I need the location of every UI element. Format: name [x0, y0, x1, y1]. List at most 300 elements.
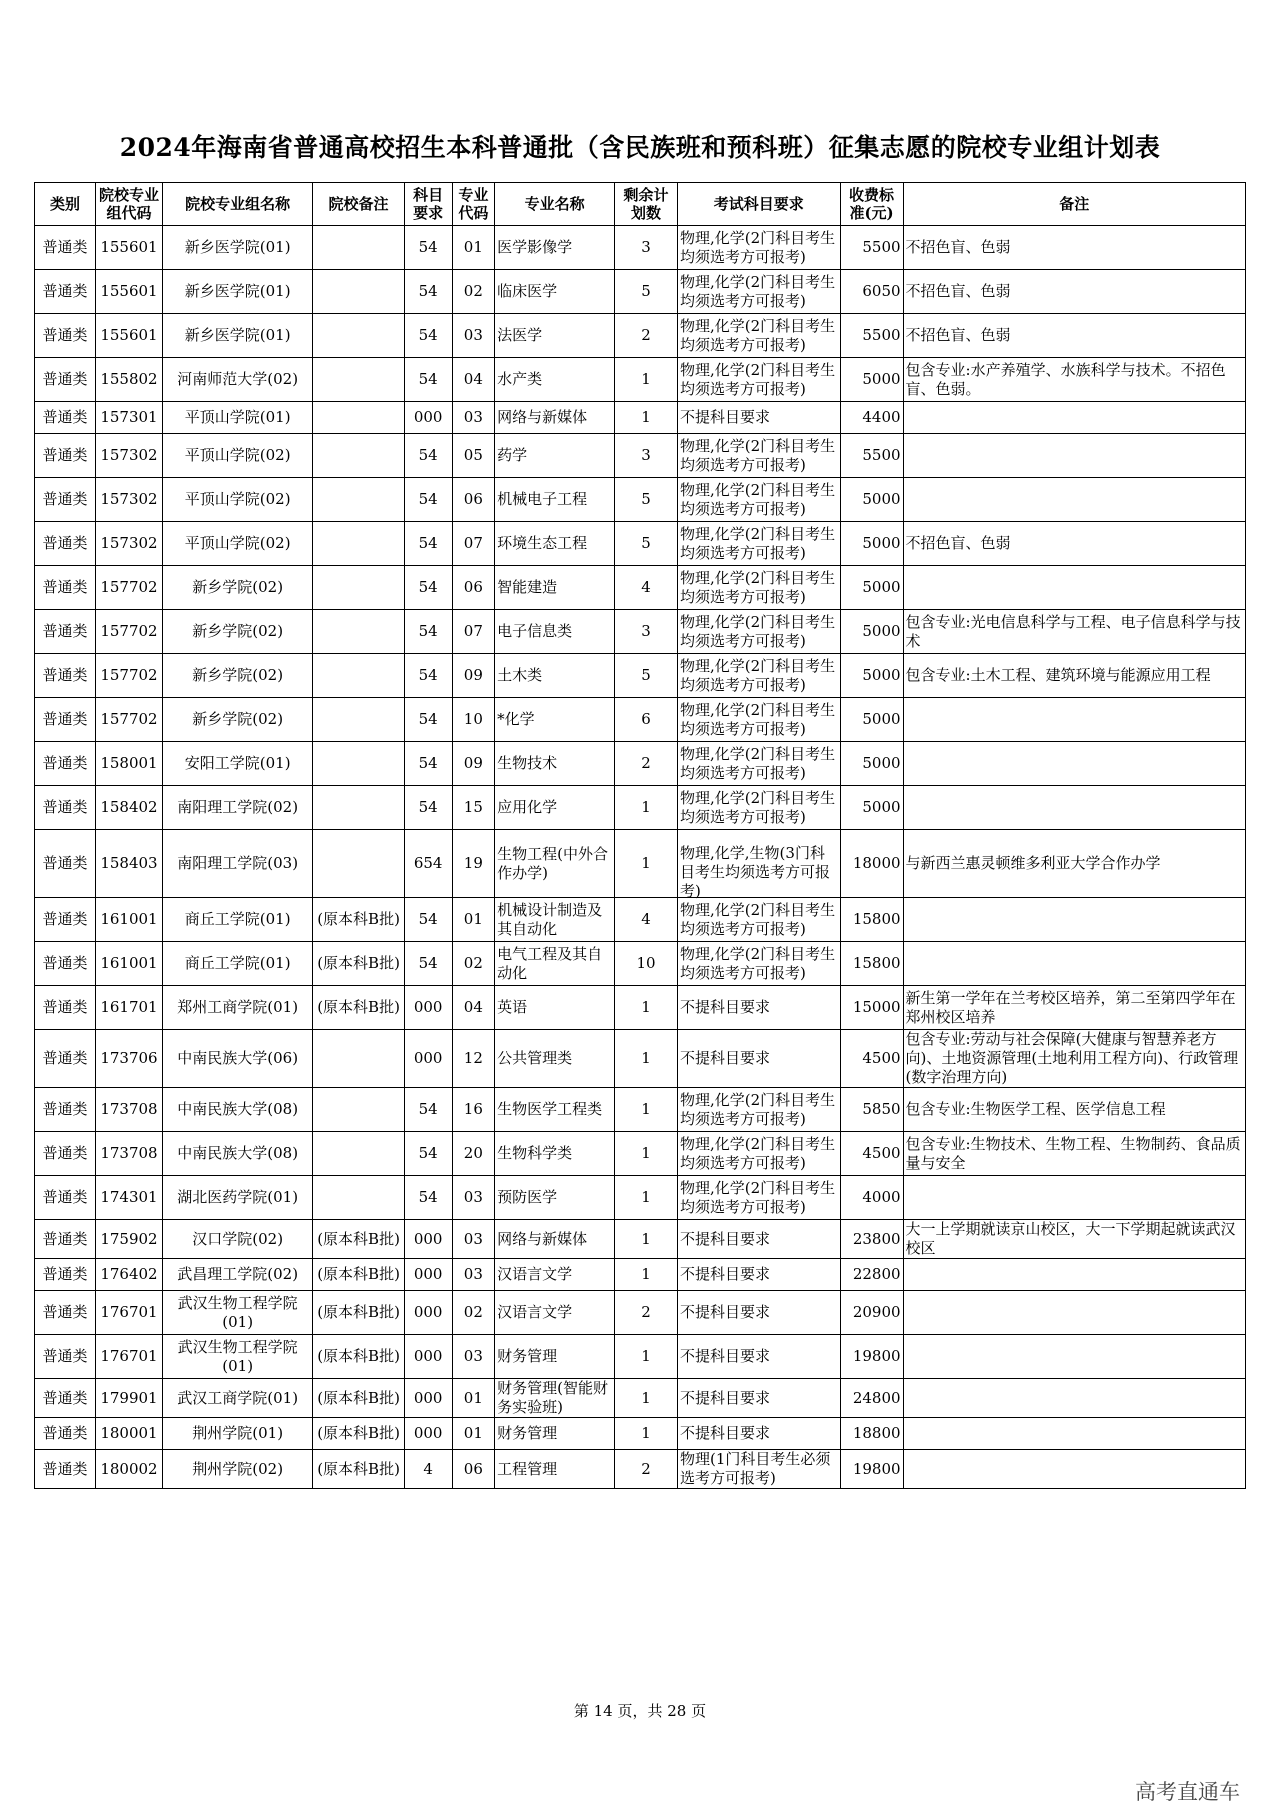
cell-fee: 4400 — [840, 402, 903, 434]
cell-req — [678, 566, 841, 610]
cell-cat: 普通类 — [35, 1291, 96, 1335]
col-header: 院校备注 — [313, 183, 404, 226]
cell-major: 生物工程(中外合作办学) — [495, 830, 615, 898]
cell-note — [903, 1418, 1245, 1450]
cell-fee: 18800 — [840, 1418, 903, 1450]
req-text: 物理,化学(2门科目考生均须选考方可报考) — [680, 788, 836, 826]
col-header: 备注 — [903, 183, 1245, 226]
cell-req — [678, 610, 841, 654]
cell-fee: 5500 — [840, 314, 903, 358]
cell-remain: 1 — [615, 986, 678, 1030]
cell-cat: 普通类 — [35, 1259, 96, 1291]
cell-name: 荆州学院(01) — [163, 1418, 313, 1450]
cell-remark — [313, 654, 404, 698]
cell-req — [678, 698, 841, 742]
watermark: 高考直通车 — [1135, 1780, 1240, 1804]
cell-code: 157702 — [95, 654, 162, 698]
req-text: 不提科目要求 — [680, 1229, 771, 1248]
cell-note: 不招色盲、色弱 — [903, 226, 1245, 270]
table-row — [35, 358, 1246, 402]
cell-req — [678, 1132, 841, 1176]
col-header: 收费标准(元) — [840, 183, 903, 226]
req-text: 不提科目要求 — [680, 1265, 771, 1283]
table-row — [35, 1030, 1246, 1088]
cell-subj: 54 — [404, 1132, 452, 1176]
cell-req — [678, 1220, 841, 1259]
cell-mcode: 01 — [452, 898, 495, 942]
cell-subj: 000 — [404, 1220, 452, 1259]
cell-name: 平顶山学院(02) — [163, 434, 313, 478]
cell-note: 包含专业:生物医学工程、医学信息工程 — [903, 1088, 1245, 1132]
header-row — [35, 183, 1246, 226]
cell-code: 155802 — [95, 358, 162, 402]
cell-cat: 普通类 — [35, 358, 96, 402]
cell-code: 161701 — [95, 986, 162, 1030]
table-row — [35, 942, 1246, 986]
req-text: 物理,化学(2门科目考生均须选考方可报考) — [680, 900, 836, 938]
req-text: 物理,化学(2门科目考生均须选考方可报考) — [680, 228, 836, 266]
col-header: 类别 — [35, 183, 96, 226]
req-text: 物理,化学(2门科目考生均须选考方可报考) — [680, 612, 836, 650]
cell-subj: 54 — [404, 270, 452, 314]
cell-major: 法医学 — [495, 314, 615, 358]
table-row — [35, 1418, 1246, 1450]
cell-name: 平顶山学院(02) — [163, 522, 313, 566]
cell-remain: 1 — [615, 1335, 678, 1379]
cell-mcode: 02 — [452, 270, 495, 314]
table-row — [35, 226, 1246, 270]
cell-fee: 4500 — [840, 1132, 903, 1176]
cell-remain: 10 — [615, 942, 678, 986]
req-text: 不提科目要求 — [680, 998, 771, 1016]
cell-major: 电子信息类 — [495, 610, 615, 654]
cell-cat: 普通类 — [35, 1418, 96, 1450]
table-row — [35, 1450, 1246, 1489]
cell-note: 不招色盲、色弱 — [903, 522, 1245, 566]
cell-remark: (原本科B批) — [313, 1291, 404, 1335]
cell-major: 电气工程及其自动化 — [495, 942, 615, 986]
cell-remark — [313, 742, 404, 786]
cell-req — [678, 1418, 841, 1450]
cell-note: 包含专业:水产养殖学、水族科学与技术。不招色盲、色弱。 — [903, 358, 1245, 402]
cell-major: 医学影像学 — [495, 226, 615, 270]
cell-mcode: 20 — [452, 1132, 495, 1176]
cell-name: 中南民族大学(08) — [163, 1132, 313, 1176]
table-row — [35, 1176, 1246, 1220]
cell-name: 商丘工学院(01) — [163, 942, 313, 986]
col-header: 专业名称 — [495, 183, 615, 226]
cell-name: 湖北医药学院(01) — [163, 1176, 313, 1220]
cell-remark — [313, 270, 404, 314]
cell-code: 157702 — [95, 610, 162, 654]
cell-subj: 000 — [404, 1418, 452, 1450]
cell-note: 包含专业:劳动与社会保障(大健康与智慧养老方向)、土地资源管理(土地利用工程方向)、行政管理(数字治理方向) — [903, 1030, 1245, 1088]
cell-cat: 普通类 — [35, 226, 96, 270]
table-row — [35, 1220, 1246, 1259]
table-row — [35, 478, 1246, 522]
cell-remark — [313, 830, 404, 898]
cell-fee: 19800 — [840, 1450, 903, 1489]
table-row — [35, 1291, 1246, 1335]
cell-name: 武昌理工学院(02) — [163, 1259, 313, 1291]
req-text: 物理(1门科目考生必须选考方可报考) — [680, 1450, 831, 1487]
cell-name: 中南民族大学(06) — [163, 1030, 313, 1088]
cell-code: 173706 — [95, 1030, 162, 1088]
cell-cat: 普通类 — [35, 610, 96, 654]
cell-code: 173708 — [95, 1088, 162, 1132]
cell-cat: 普通类 — [35, 830, 96, 898]
cell-major: 英语 — [495, 986, 615, 1030]
cell-note: 与新西兰惠灵顿维多利亚大学合作办学 — [903, 830, 1245, 898]
cell-fee: 5000 — [840, 786, 903, 830]
cell-major: 预防医学 — [495, 1176, 615, 1220]
cell-note — [903, 742, 1245, 786]
cell-note — [903, 898, 1245, 942]
cell-code: 176402 — [95, 1259, 162, 1291]
cell-mcode: 06 — [452, 1450, 495, 1489]
cell-req — [678, 1450, 841, 1489]
table-row — [35, 1335, 1246, 1379]
cell-subj: 000 — [404, 1379, 452, 1418]
cell-name: 武汉生物工程学院(01) — [163, 1291, 313, 1335]
cell-subj: 654 — [404, 830, 452, 898]
cell-remain: 2 — [615, 1450, 678, 1489]
table-row — [35, 1088, 1246, 1132]
cell-mcode: 04 — [452, 358, 495, 402]
cell-cat: 普通类 — [35, 1088, 96, 1132]
cell-fee: 15800 — [840, 942, 903, 986]
cell-cat: 普通类 — [35, 270, 96, 314]
cell-code: 175902 — [95, 1220, 162, 1259]
req-text: 物理,化学(2门科目考生均须选考方可报考) — [680, 480, 836, 518]
req-text: 物理,化学(2门科目考生均须选考方可报考) — [680, 568, 836, 606]
cell-fee: 23800 — [840, 1220, 903, 1259]
table-row — [35, 898, 1246, 942]
cell-name: 新乡学院(02) — [163, 654, 313, 698]
cell-subj: 54 — [404, 522, 452, 566]
cell-fee: 6050 — [840, 270, 903, 314]
cell-mcode: 07 — [452, 610, 495, 654]
cell-cat: 普通类 — [35, 1450, 96, 1489]
cell-note — [903, 1379, 1245, 1418]
cell-remain: 2 — [615, 742, 678, 786]
col-header: 剩余计划数 — [615, 183, 678, 226]
cell-subj: 000 — [404, 1291, 452, 1335]
cell-code: 180001 — [95, 1418, 162, 1450]
table-row — [35, 1379, 1246, 1418]
cell-mcode: 03 — [452, 314, 495, 358]
cell-name: 郑州工商学院(01) — [163, 986, 313, 1030]
cell-subj: 54 — [404, 786, 452, 830]
table-row — [35, 986, 1246, 1030]
cell-req — [678, 478, 841, 522]
cell-remark: (原本科B批) — [313, 1220, 404, 1259]
cell-remark — [313, 566, 404, 610]
table-row — [35, 522, 1246, 566]
cell-cat: 普通类 — [35, 566, 96, 610]
cell-mcode: 03 — [452, 1176, 495, 1220]
cell-mcode: 01 — [452, 1418, 495, 1450]
cell-code: 161001 — [95, 942, 162, 986]
cell-subj: 54 — [404, 566, 452, 610]
cell-req — [678, 522, 841, 566]
cell-remain: 1 — [615, 402, 678, 434]
table-row — [35, 698, 1246, 742]
cell-fee: 5850 — [840, 1088, 903, 1132]
cell-name: 新乡学院(02) — [163, 566, 313, 610]
cell-remain: 3 — [615, 226, 678, 270]
cell-remain: 1 — [615, 358, 678, 402]
cell-note — [903, 1450, 1245, 1489]
cell-req — [678, 1030, 841, 1088]
cell-mcode: 06 — [452, 478, 495, 522]
cell-code: 176701 — [95, 1335, 162, 1379]
cell-subj: 54 — [404, 610, 452, 654]
cell-note — [903, 478, 1245, 522]
cell-req — [678, 1379, 841, 1418]
cell-remark — [313, 698, 404, 742]
cell-mcode: 01 — [452, 1379, 495, 1418]
cell-note — [903, 1259, 1245, 1291]
cell-remark — [313, 1088, 404, 1132]
cell-remain: 4 — [615, 566, 678, 610]
cell-major: 水产类 — [495, 358, 615, 402]
cell-major: 汉语言文学 — [495, 1291, 615, 1335]
cell-remark — [313, 1030, 404, 1088]
cell-fee: 5000 — [840, 610, 903, 654]
cell-req — [678, 986, 841, 1030]
cell-req — [678, 358, 841, 402]
cell-cat: 普通类 — [35, 1220, 96, 1259]
cell-req — [678, 1176, 841, 1220]
cell-code: 158402 — [95, 786, 162, 830]
cell-mcode: 02 — [452, 1291, 495, 1335]
table-row — [35, 610, 1246, 654]
cell-cat: 普通类 — [35, 898, 96, 942]
cell-remain: 1 — [615, 786, 678, 830]
cell-mcode: 04 — [452, 986, 495, 1030]
cell-mcode: 19 — [452, 830, 495, 898]
cell-remark: (原本科B批) — [313, 1259, 404, 1291]
cell-code: 179901 — [95, 1379, 162, 1418]
cell-cat: 普通类 — [35, 1176, 96, 1220]
cell-note: 包含专业:土木工程、建筑环境与能源应用工程 — [903, 654, 1245, 698]
cell-cat: 普通类 — [35, 742, 96, 786]
cell-mcode: 03 — [452, 1335, 495, 1379]
req-text: 物理,化学(2门科目考生均须选考方可报考) — [680, 744, 836, 782]
cell-name: 武汉工商学院(01) — [163, 1379, 313, 1418]
cell-cat: 普通类 — [35, 786, 96, 830]
cell-code: 157302 — [95, 434, 162, 478]
cell-mcode: 09 — [452, 654, 495, 698]
cell-cat: 普通类 — [35, 402, 96, 434]
req-text: 不提科目要求 — [680, 1347, 771, 1365]
cell-code: 155601 — [95, 226, 162, 270]
cell-major: 生物科学类 — [495, 1132, 615, 1176]
cell-name: 南阳理工学院(02) — [163, 786, 313, 830]
cell-cat: 普通类 — [35, 1379, 96, 1418]
req-text: 物理,化学(2门科目考生均须选考方可报考) — [680, 656, 836, 694]
cell-major: 智能建造 — [495, 566, 615, 610]
cell-name: 汉口学院(02) — [163, 1220, 313, 1259]
cell-remark: (原本科B批) — [313, 1335, 404, 1379]
cell-major: 网络与新媒体 — [495, 402, 615, 434]
cell-req — [678, 1291, 841, 1335]
page-title: 2024年海南省普通高校招生本科普通批（含民族班和预科班）征集志愿的院校专业组计划表 — [119, 133, 1161, 162]
cell-remark — [313, 1176, 404, 1220]
cell-remain: 5 — [615, 270, 678, 314]
cell-code: 157702 — [95, 698, 162, 742]
cell-code: 176701 — [95, 1291, 162, 1335]
cell-remain: 5 — [615, 654, 678, 698]
cell-subj: 54 — [404, 742, 452, 786]
plan-table — [34, 182, 1246, 1489]
cell-name: 南阳理工学院(03) — [163, 830, 313, 898]
cell-name: 新乡学院(02) — [163, 610, 313, 654]
cell-fee: 19800 — [840, 1335, 903, 1379]
cell-note — [903, 698, 1245, 742]
cell-mcode: 12 — [452, 1030, 495, 1088]
cell-code: 155601 — [95, 314, 162, 358]
cell-major: 环境生态工程 — [495, 522, 615, 566]
cell-name: 安阳工学院(01) — [163, 742, 313, 786]
cell-remark — [313, 610, 404, 654]
cell-remain: 5 — [615, 478, 678, 522]
cell-req — [678, 1259, 841, 1291]
col-header: 院校专业组代码 — [95, 183, 162, 226]
cell-remain: 2 — [615, 314, 678, 358]
req-text: 物理,化学(2门科目考生均须选考方可报考) — [680, 1134, 836, 1172]
cell-subj: 54 — [404, 226, 452, 270]
cell-code: 157302 — [95, 522, 162, 566]
cell-mcode: 09 — [452, 742, 495, 786]
cell-subj: 54 — [404, 654, 452, 698]
cell-req — [678, 1335, 841, 1379]
cell-cat: 普通类 — [35, 434, 96, 478]
req-text: 不提科目要求 — [680, 1388, 771, 1407]
cell-subj: 54 — [404, 942, 452, 986]
page-footer: 第 14 页，共 28 页 — [573, 1702, 707, 1720]
cell-subj: 000 — [404, 1335, 452, 1379]
cell-mcode: 15 — [452, 786, 495, 830]
cell-mcode: 03 — [452, 402, 495, 434]
table-row — [35, 402, 1246, 434]
table-row — [35, 270, 1246, 314]
cell-remark — [313, 358, 404, 402]
cell-cat: 普通类 — [35, 1030, 96, 1088]
table-row — [35, 742, 1246, 786]
cell-code: 161001 — [95, 898, 162, 942]
cell-req — [678, 742, 841, 786]
cell-major: *化学 — [495, 698, 615, 742]
cell-mcode: 03 — [452, 1259, 495, 1291]
cell-cat: 普通类 — [35, 478, 96, 522]
cell-code: 157302 — [95, 478, 162, 522]
cell-remain: 3 — [615, 610, 678, 654]
cell-name: 新乡医学院(01) — [163, 270, 313, 314]
cell-remark — [313, 478, 404, 522]
cell-mcode: 02 — [452, 942, 495, 986]
req-text: 不提科目要求 — [680, 1303, 771, 1321]
cell-req — [678, 270, 841, 314]
cell-name: 新乡学院(02) — [163, 698, 313, 742]
cell-remark — [313, 1132, 404, 1176]
cell-remark: (原本科B批) — [313, 942, 404, 986]
table-row — [35, 830, 1246, 898]
table-row — [35, 1132, 1246, 1176]
cell-note — [903, 1335, 1245, 1379]
cell-remain: 6 — [615, 698, 678, 742]
cell-remark — [313, 434, 404, 478]
cell-req — [678, 314, 841, 358]
cell-req — [678, 1088, 841, 1132]
cell-fee: 15000 — [840, 986, 903, 1030]
cell-fee: 4000 — [840, 1176, 903, 1220]
cell-subj: 000 — [404, 1030, 452, 1088]
cell-subj: 4 — [404, 1450, 452, 1489]
cell-name: 河南师范大学(02) — [163, 358, 313, 402]
cell-name: 新乡医学院(01) — [163, 314, 313, 358]
req-text: 物理,化学(2门科目考生均须选考方可报考) — [680, 1178, 836, 1216]
cell-major: 财务管理 — [495, 1418, 615, 1450]
cell-note — [903, 402, 1245, 434]
cell-fee: 4500 — [840, 1030, 903, 1088]
cell-subj: 000 — [404, 402, 452, 434]
cell-mcode: 10 — [452, 698, 495, 742]
cell-cat: 普通类 — [35, 654, 96, 698]
table-row — [35, 566, 1246, 610]
cell-major: 公共管理类 — [495, 1030, 615, 1088]
cell-req — [678, 226, 841, 270]
req-text: 物理,化学(2门科目考生均须选考方可报考) — [680, 524, 836, 562]
cell-note: 不招色盲、色弱 — [903, 314, 1245, 358]
col-header: 科目要求 — [404, 183, 452, 226]
cell-subj: 000 — [404, 986, 452, 1030]
cell-subj: 54 — [404, 1088, 452, 1132]
cell-subj: 54 — [404, 314, 452, 358]
cell-major: 应用化学 — [495, 786, 615, 830]
req-text: 不提科目要求 — [680, 408, 771, 426]
cell-remain: 1 — [615, 830, 678, 898]
cell-remark — [313, 786, 404, 830]
table-row — [35, 1259, 1246, 1291]
cell-fee: 5500 — [840, 434, 903, 478]
req-text: 物理,化学,生物(3门科目考生均须选考方可报考) — [680, 843, 831, 900]
cell-remain: 2 — [615, 1291, 678, 1335]
cell-subj: 54 — [404, 434, 452, 478]
cell-subj: 54 — [404, 358, 452, 402]
cell-cat: 普通类 — [35, 1335, 96, 1379]
col-header: 院校专业组名称 — [163, 183, 313, 226]
cell-req — [678, 402, 841, 434]
cell-fee: 22800 — [840, 1259, 903, 1291]
cell-fee: 18000 — [840, 830, 903, 898]
cell-req — [678, 830, 841, 898]
cell-mcode: 06 — [452, 566, 495, 610]
cell-code: 158403 — [95, 830, 162, 898]
cell-fee: 5000 — [840, 698, 903, 742]
cell-remark: (原本科B批) — [313, 986, 404, 1030]
cell-fee: 5000 — [840, 478, 903, 522]
cell-subj: 000 — [404, 1259, 452, 1291]
cell-code: 180002 — [95, 1450, 162, 1489]
cell-fee: 5000 — [840, 522, 903, 566]
cell-code: 155601 — [95, 270, 162, 314]
cell-note — [903, 786, 1245, 830]
cell-note: 不招色盲、色弱 — [903, 270, 1245, 314]
cell-cat: 普通类 — [35, 1132, 96, 1176]
cell-major: 机械设计制造及其自动化 — [495, 898, 615, 942]
